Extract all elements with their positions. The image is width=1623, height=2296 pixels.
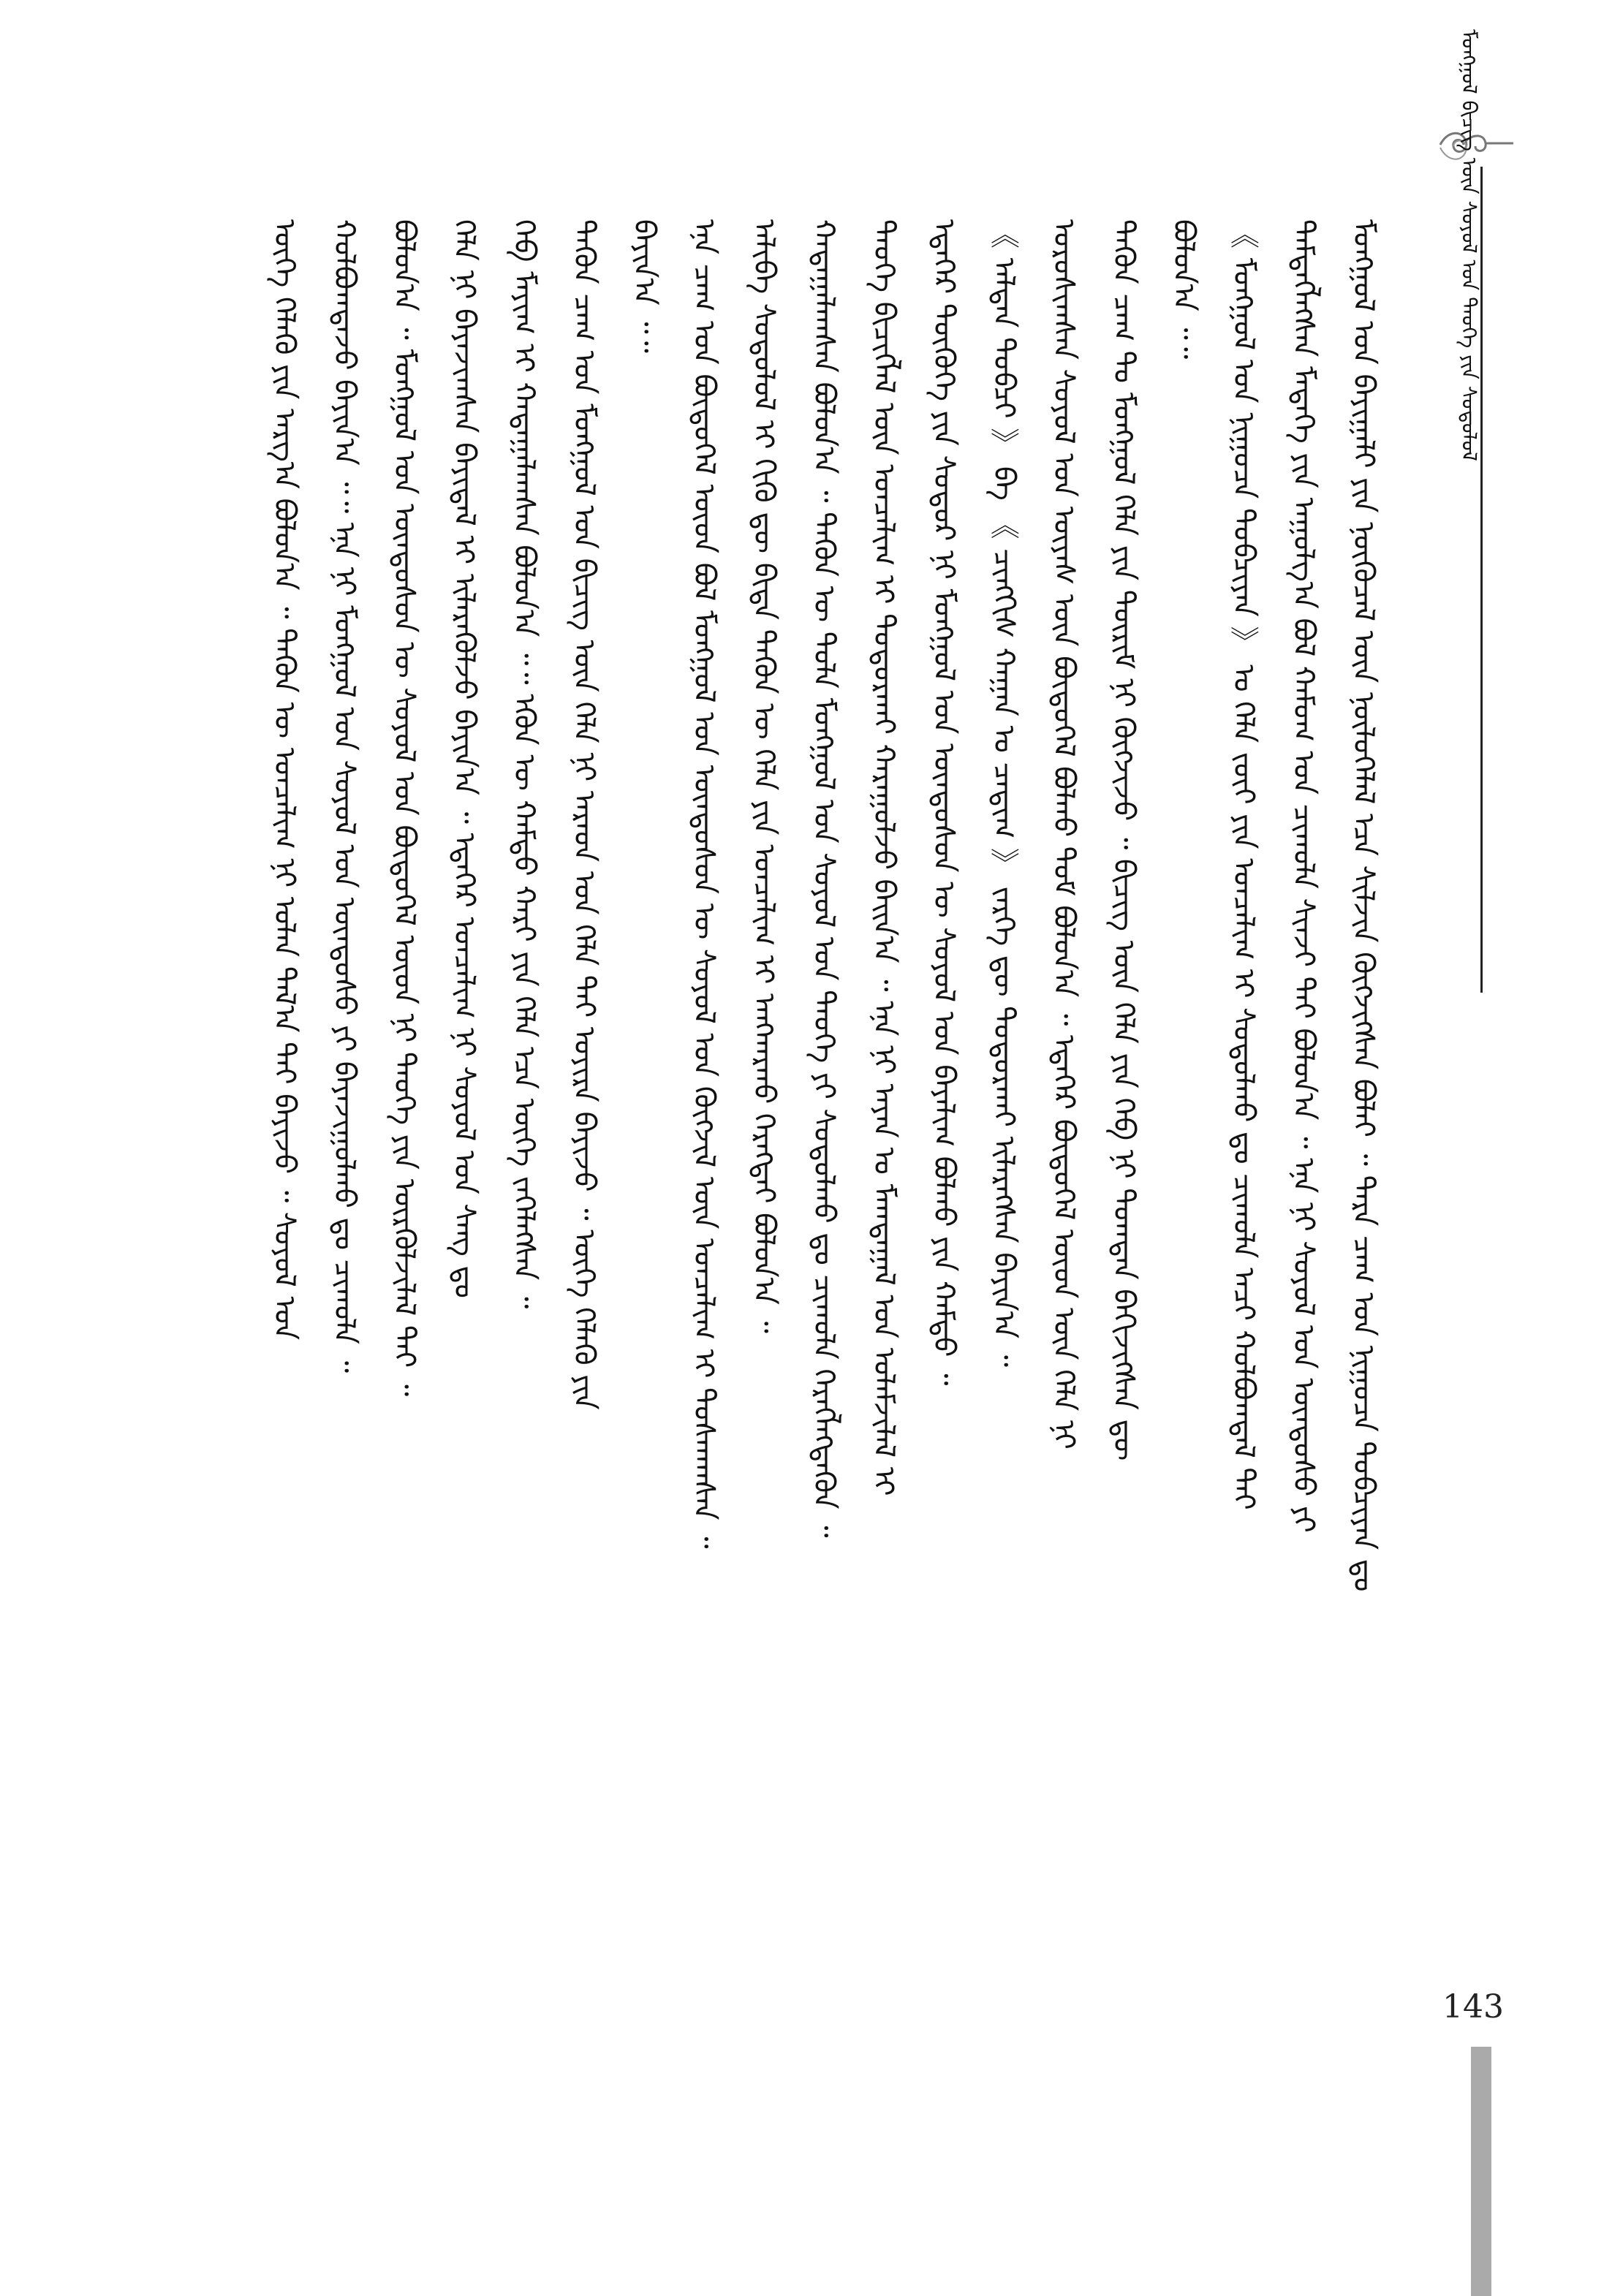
text-column: 《 ᠠᠯᠲᠠᠨ ᠲᠣᠪᠴᠢ 》 ᠪᠠ 《 ᠴᠢᠩᠭᠢᠰ ᠬᠠᠭᠠᠨ ᠤ ᠴᠠᠳᠢᠭ 》 ᠵᠡᠷᠭᠡ ᠳᠦ ᠲᠣᠳᠣᠷᠬᠠᠢ ᠢᠯᠡᠷᠡᠭᠰᠡᠨ ᠪᠠᠶᠢᠨ᠎ᠠ ᠃ xyxy=(987,219,1021,1368)
text-column: ᠡᠨᠡ ᠴᠠᠭ ᠤᠨ ᠪᠦᠲᠦᠭᠡᠯ ᠦᠳ ᠪᠣᠯ ᠮᠣᠩᠭᠣᠯ ᠤᠨ ᠦᠨᠳᠦᠰᠦᠨ ᠦ ᠰᠣᠶᠣᠯ ᠤᠨ ᠬᠥᠭᠵᠢᠯ ᠦᠨ ᠣᠨᠴᠠᠯᠢᠭ ᠢ ᠲᠤᠰᠬᠠᠭᠰᠠᠨ ᠃ xyxy=(687,219,721,1549)
text-column: ᠬᠡᠪ ᠮᠠᠶᠢᠭ ᠢ ᠬᠠᠳᠠᠭᠠᠯᠠᠭᠰᠠᠨ ᠪᠣᠯᠤᠨ᠎ᠠ ᠃᠃ ᠡᠭᠦᠨ ᠦ ᠬᠠᠮᠲᠤ ᠬᠠᠷᠢ ᠶᠢᠨ ᠬᠡᠯᠡ ᠡᠴᠡ ᠦᠭᠡ ᠵᠡᠭᠡᠯᠡᠭᠰᠡᠨ ᠃ xyxy=(507,219,541,1309)
text-column: ᠬᠠᠳᠠᠭᠠᠯᠠᠭᠰᠠᠨ ᠪᠣᠯᠤᠨ᠎ᠠ ᠃ ᠲᠡᠭᠦᠨ ᠦ ᠲᠤᠯᠠ ᠮᠣᠩᠭᠣᠯ ᠤᠨ ᠰᠣᠶᠣᠯ ᠤᠨ ᠲᠡᠦᠬᠡ ᠶᠢ ᠰᠤᠳᠤᠯᠬᠤ ᠳᠤ ᠴᠢᠬᠤᠯᠠ ᠬᠡᠷᠡᠭᠯᠡᠭᠳᠡᠬᠦᠨ ᠃ xyxy=(807,219,841,1538)
running-header: ᠮᠣᠩᠭᠣᠯ ᠪᠢᠴᠢᠭ᠌ ᠦᠨ ᠰᠣᠶᠣᠯ ᠤᠨ ᠲᠡᠦᠬᠡ ᠶᠢᠨ ᠰᠤᠳᠤᠯᠤᠯ xyxy=(1457,29,1481,461)
text-column: ᠪᠠᠶᠢᠨ᠎ᠠ ᠃᠃ xyxy=(627,219,661,353)
text-column: ᠡᠳᠡᠭᠡᠷ ᠲᠦᠭᠦᠬᠡ ᠶᠢᠨ ᠰᠤᠳᠤᠷ ᠨᠢ ᠮᠣᠩᠭᠣᠯ ᠤᠨ ᠦᠨᠳᠦᠰᠦᠨ ᠦ ᠰᠣᠶᠣᠯ ᠤᠨ ᠪᠠᠶᠠᠯᠢᠭ ᠪᠣᠯᠬᠤ ᠶᠢᠨ ᠬᠠᠮᠲᠤ ᠃ xyxy=(927,219,961,1386)
text-column: ᠪᠣᠯᠤᠨ᠎ᠠ ᠃᠃ xyxy=(1167,219,1200,360)
body-text xyxy=(183,219,1396,2003)
text-column: 《 ᠮᠣᠩᠭᠣᠯ ᠤᠨ ᠨᠢᠭᠤᠴᠠ ᠲᠣᠪᠴᠢᠶᠠᠨ 》 ᠤ ᠬᠡᠯᠡ ᠵᠦᠢ ᠶᠢᠨ ᠣᠨᠴᠠᠯᠢᠭ ᠢ ᠰᠤᠳᠤᠯᠬᠤ ᠳᠤ ᠴᠢᠬᠤᠯᠠ ᠠᠴᠢ ᠬᠣᠯᠪᠣᠭᠳᠠᠯ ᠲᠠᠶ xyxy=(1227,219,1260,1510)
page-edge-bar xyxy=(1471,2047,1491,2296)
text-column: ᠣᠷᠣᠰᠢᠭᠰᠠᠨ ᠰᠣᠶᠣᠯ ᠤᠨ ᠦᠶᠡᠰ ᠦᠨ ᠪᠦᠲᠦᠭᠡᠯ ᠪᠣᠯᠬᠤ ᠳᠤᠮ ᠪᠣᠯᠤᠨ᠎ᠠ ᠃ ᠡᠳᠡᠭᠡᠷ ᠪᠦᠲᠦᠭᠡᠯ ᠦᠳ ᠦᠨ ᠬᠡᠯᠡ ᠨᠢ xyxy=(1047,219,1081,1450)
text-column: ᠠᠯᠢᠪᠠ ᠰᠤᠳᠤᠯᠤᠯ ᠢ ᠬᠢᠬᠦ ᠳᠦ ᠪᠢᠳᠡ ᠲᠡᠭᠦᠨ ᠦ ᠬᠡᠯᠡ ᠶᠢᠨ ᠣᠨᠴᠠᠯᠢᠭ ᠢ ᠠᠩᠬᠠᠷᠬᠤ ᠬᠡᠷᠡᠭᠲᠡᠢ ᠪᠣᠯᠤᠨ᠎ᠠ ᠃ xyxy=(747,219,781,1333)
text-column: ᠬᠣᠯᠪᠣᠭᠳᠠᠵᠤ ᠪᠠᠶᠢᠨ᠎ᠠ ᠃᠃ ᠡᠨᠡ ᠨᠢ ᠮᠣᠩᠭᠣᠯ ᠤᠨ ᠰᠣᠶᠣᠯ ᠤᠨ ᠦᠨᠳᠦᠰᠦ ᠶᠢ ᠪᠠᠶᠠᠵᠢᠭᠤᠯᠬᠤ ᠳᠤ ᠴᠢᠬᠤᠯᠠ ᠃ xyxy=(328,219,361,1374)
text-column: ᠬᠡᠯᠡ ᠨᠢ ᠪᠠᠶᠠᠵᠢᠭᠰᠠᠨ ᠪᠠᠶᠢᠳᠠᠯ ᠢ ᠢᠯᠡᠷᠡᠭᠦᠯᠵᠦ ᠪᠠᠶᠢᠨ᠎ᠠ ᠃ ᠡᠳᠡᠭᠡᠷ ᠣᠨᠴᠠᠯᠢᠭ ᠨᠢ ᠰᠣᠶᠣᠯ ᠤᠨ ᠰᠠᠩ ᠳᠤ xyxy=(447,219,481,1299)
text-column: ᠦᠭᠡ ᠬᠡᠯᠡᠬᠦ ᠶᠢᠨ ᠠᠷᠭ᠎ᠠ ᠪᠣᠯᠤᠨ᠎ᠠ ᠃ ᠲᠡᠭᠦᠨ ᠦ ᠣᠨᠴᠠᠯᠢᠭ ᠨᠢ ᠣᠯᠠᠨ ᠲᠠᠯ᠎ᠠ ᠲᠠᠶ ᠪᠠᠶᠢᠵᠤ ᠃ ᠰᠣᠶᠣᠯ ᠤᠨ xyxy=(268,219,301,1341)
text-column: ᠲᠡᠭᠦᠨ ᠴᠠᠭ ᠲᠤ ᠮᠣᠩᠭᠣᠯ ᠬᠡᠯᠡ ᠶᠢᠨ ᠳᠦᠷᠢᠮ ᠨᠢ ᠬᠥᠭᠵᠢᠵᠦ ᠃ ᠪᠢᠴᠢᠭ᠌ ᠦᠨ ᠬᠡᠯᠡ ᠶᠢᠨ ᠬᠡᠪ ᠨᠢ ᠲᠣᠭᠲᠠᠨ ᠪᠡᠬᠢᠵᠢᠭᠰᠡᠨ ᠳᠦ xyxy=(1107,219,1140,1461)
text-column: ᠲᠡᠭᠦᠨ ᠴᠠᠭ ᠤᠨ ᠮᠣᠩᠭᠣᠯ ᠤᠨ ᠪᠢᠴᠢᠭ᠌ ᠦᠨ ᠬᠡᠯᠡ ᠨᠢ ᠠᠷᠠᠳ ᠤᠨ ᠬᠡᠯᠡ ᠲᠡᠢ ᠣᠶᠢᠷᠠ ᠪᠠᠶᠢᠵᠤ ᠃ ᠦᠭᠡ ᠬᠡᠯᠡᠬᠦ ᠶᠢᠨ xyxy=(567,219,601,1410)
text-column: ᠲᠡᠦᠬᠡ ᠪᠢᠴᠢᠭᠯᠡᠯ ᠦᠨ ᠣᠨᠴᠠᠯᠢᠭ ᠢ ᠲᠣᠳᠣᠷᠬᠠᠢ ᠬᠠᠷᠠᠭᠤᠯᠵᠤ ᠪᠠᠢᠨ᠎ᠠ ᠃ ᠡᠨᠡ ᠨᠢ ᠠᠶᠠᠨ ᠤ ᠮᠠᠭᠲᠠᠭᠠᠯ ᠤᠨ ᠤᠯᠠᠮᠵᠢᠯᠠᠯ ᠢ xyxy=(867,219,901,1496)
text-column: ᠮᠣᠩᠭᠣᠯ ᠤᠨ ᠪᠠᠶᠢᠭᠠᠯᠢ ᠶᠢᠨ ᠨᠥᠬᠦᠴᠡᠯ ᠦᠨ ᠨᠥᠯᠦᠭᠡᠯᠡᠯ ᠡᠴᠡ ᠰᠢᠯᠵᠢᠨ ᠬᠥᠭᠵᠢᠭᠰᠡᠨ ᠪᠣᠯᠠᠢ ᠃ ᠲᠡᠷᠡ ᠴᠠᠭ ᠤᠨ ᠨᠢᠭᠤᠴᠠ ᠲᠣᠪᠴᠢᠶᠠᠨ ᠳᠤ xyxy=(1347,219,1380,1592)
page-number: 143 xyxy=(1442,1988,1504,2026)
text-column: ᠪᠣᠯᠤᠨ᠎ᠠ ᠃ ᠮᠣᠩᠭᠣᠯ ᠤᠨ ᠦᠨᠳᠦᠰᠦᠨ ᠦ ᠰᠣᠶᠣᠯ ᠤᠨ ᠪᠦᠲᠦᠭᠡᠯ ᠦᠳ ᠨᠢ ᠲᠡᠦᠬᠡ ᠶᠢᠨ ᠦᠷᠭᠦᠯᠵᠢᠯᠡᠯ ᠲᠡᠢ ᠃ xyxy=(387,219,421,1397)
text-column: ᠲᠡᠮᠳᠡᠭᠯᠡᠭᠰᠡᠨ ᠮᠡᠳᠡᠭᠡ ᠶᠢᠨ ᠠᠭᠤᠯᠭ᠎ᠠ ᠪᠣᠯ ᠬᠠᠮᠤᠭ ᠤᠨ ᠴᠢᠬᠤᠯᠠ ᠰᠢᠨᠵᠢ ᠲᠠᠶ ᠪᠣᠯᠤᠨ᠎ᠠ ᠃ ᠡᠨᠡ ᠨᠢ ᠰᠣᠶᠣᠯ ᠤᠨ ᠦᠨᠳᠦᠰᠦ ᠶᠢ xyxy=(1287,219,1320,1533)
